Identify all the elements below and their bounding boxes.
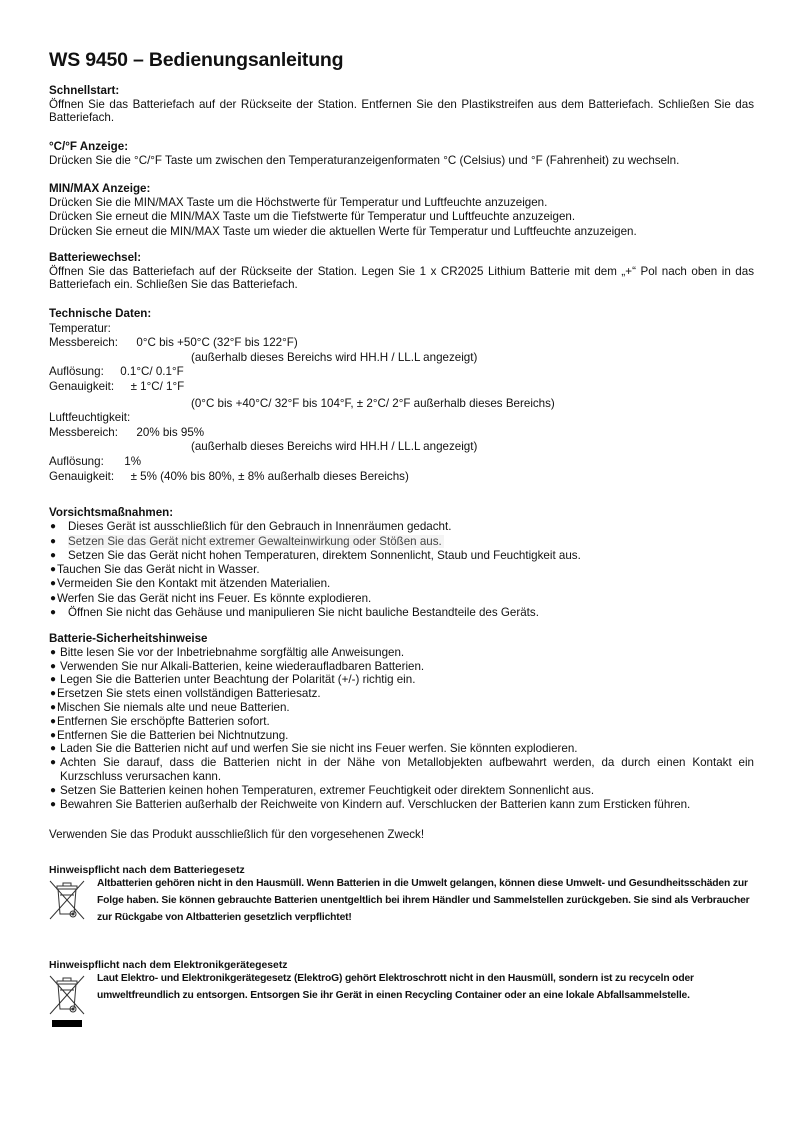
accuracy-label: Genauigkeit:	[49, 379, 115, 393]
section-battery-change	[49, 251, 754, 292]
list-item: ● Laden Sie die Batterien nicht auf und werfen Sie sie nicht ins Feuer werfen. Sie könnten explodieren.	[50, 742, 578, 756]
battery-law-notice	[49, 864, 754, 924]
range-label: Messbereich:	[49, 336, 118, 350]
crossed-out-wheelie-bin-icon	[47, 878, 87, 922]
list-item: ● Setzen Sie Batterien keinen hohen Temperaturen, extremer Feuchtigkeit oder direktem Sonnenlicht aus.	[50, 783, 595, 797]
accuracy-value: ± 1°C/ 1°F	[130, 379, 185, 393]
electronics-law-notice	[49, 959, 754, 1002]
bullet-icon: ●	[50, 564, 57, 576]
bullet-icon: ●	[50, 798, 57, 810]
temperature-resolution-row	[49, 365, 754, 380]
bullet-icon: ●	[50, 729, 57, 741]
section-heading: Vorsichtsmaßnahmen:	[49, 506, 174, 519]
humidity-range-row	[49, 426, 754, 441]
humidity-accuracy-row	[49, 470, 754, 485]
bullet-icon: ●	[50, 743, 57, 755]
bullet-icon: ●	[50, 660, 57, 672]
resolution-label: Auflösung:	[49, 454, 104, 468]
list-item: ● Bewahren Sie Batterien außerhalb der Reichweite von Kindern auf. Verschlucken der Batterien kann zum Ersticken führen.	[50, 797, 691, 811]
humidity-resolution-row	[49, 455, 754, 470]
humidity-label: Luftfeuchtigkeit:	[49, 411, 131, 425]
bullet-icon: ●	[50, 701, 57, 713]
bullet-icon: ●	[50, 646, 57, 658]
list-item: ● Setzen Sie das Gerät nicht hohen Temperaturen, direktem Sonnenlicht, Staub und Feuchtigkeit aus.	[50, 548, 581, 562]
accuracy-note: (0°C bis +40°C/ 32°F bis 104°F, ± 2°C/ 2°F außerhalb dieses Bereichs)	[191, 396, 555, 410]
notice-heading: Hinweispflicht nach dem Batteriegesetz	[49, 865, 245, 876]
range-label: Messbereich:	[49, 425, 118, 439]
bullet-icon: ●	[50, 784, 57, 796]
list-item: ● Tauchen Sie das Gerät nicht in Wasser.	[50, 563, 260, 577]
bullet-icon: ●	[50, 674, 57, 686]
list-item: ● Entfernen Sie erschöpfte Batterien sofort.	[50, 714, 270, 728]
list-item: ● Legen Sie die Batterien unter Beachtung der Polarität (+/-) richtig ein.	[50, 673, 416, 687]
bullet-icon: ●	[50, 607, 57, 619]
battery-safety-list	[49, 646, 754, 812]
precautions-list	[49, 520, 754, 620]
section-line: Drücken Sie erneut die MIN/MAX Taste um die Tiefstwerte für Temperatur und Luftfeuchte anzuzeigen.	[49, 210, 576, 224]
crossed-out-wheelie-bin-icon	[47, 973, 87, 1029]
accuracy-label: Genauigkeit:	[49, 469, 115, 483]
bullet-icon: ●	[50, 757, 57, 769]
bullet-icon: ●	[50, 535, 57, 547]
list-item: ● Ersetzen Sie stets einen vollständigen Batteriesatz.	[50, 687, 321, 701]
bullet-icon: ●	[50, 688, 57, 700]
section-precautions	[49, 506, 754, 620]
section-text: Öffnen Sie das Batteriefach auf der Rückseite der Station. Entfernen Sie den Plastikstreifen aus dem Batteriefach. Schließen Sie das Batteriefach.	[49, 97, 754, 125]
notice-text: Altbatterien gehören nicht in den Hausmüll. Wenn Batterien in die Umwelt gelangen, können diese Umwelt- und Gesundheitsschäden zur Folge haben. Sie können gebrauchte Batterien unentgeltlich bei ihrem Händler und Sammelstellen zurückgeben. Sie sind als Verbraucher zur Rückgabe von Altbatterien gesetzlich verpflichtet!	[97, 878, 750, 924]
accuracy-value: ± 5% (40% bis 80%, ± 8% außerhalb dieses Bereichs)	[130, 469, 409, 483]
temperature-label: Temperatur:	[49, 321, 111, 335]
list-item: ● Bitte lesen Sie vor der Inbetriebnahme sorgfältig alle Anweisungen.	[50, 645, 405, 659]
list-item: ● Mischen Sie niemals alte und neue Batterien.	[50, 700, 290, 714]
page-title: WS 9450 – Bedienungsanleitung	[49, 49, 344, 71]
bullet-icon: ●	[50, 521, 57, 533]
list-item: ● Öffnen Sie nicht das Gehäuse und manipulieren Sie nicht bauliche Bestandteile des Geräts.	[50, 606, 539, 620]
list-item: ● Vermeiden Sie den Kontakt mit ätzenden Materialien.	[50, 577, 331, 591]
section-text: Öffnen Sie das Batteriefach auf der Rückseite der Station. Legen Sie 1 x CR2025 Lithium Batterie mit dem „+“ Pol nach oben in das Batteriefach ein. Schließen Sie das Batteriefach.	[49, 264, 754, 292]
bullet-icon: ●	[50, 549, 57, 561]
section-heading: Batteriewechsel:	[49, 251, 142, 264]
section-heading: °C/°F Anzeige:	[49, 140, 129, 153]
section-text: Drücken Sie die °C/°F Taste um zwischen den Temperaturanzeigenformaten °C (Celsius) und °F (Fahrenheit) zu wechseln.	[49, 153, 680, 167]
temperature-range-row	[49, 336, 754, 351]
list-item: ● Dieses Gerät ist ausschließlich für den Gebrauch in Innenräumen gedacht.	[50, 520, 452, 534]
bullet-icon: ●	[50, 592, 57, 604]
section-heading: Technische Daten:	[49, 307, 152, 320]
range-value: 0°C bis +50°C (32°F bis 122°F)	[136, 336, 298, 350]
section-tech-data	[49, 307, 754, 484]
section-cf-display	[49, 140, 754, 167]
section-heading: Schnellstart:	[49, 84, 120, 97]
list-item: ● Achten Sie darauf, dass die Batterien nicht in der Nähe von Metallobjekten aufbewahrt werden, da durch einen Kontakt ein Kurzschluss verursachen kann.	[50, 756, 754, 783]
list-item: ● Werfen Sie das Gerät nicht ins Feuer. Es könnte explodieren.	[50, 591, 372, 605]
section-battery-safety	[49, 632, 754, 811]
bullet-icon: ●	[50, 715, 57, 727]
list-item: ● Entfernen Sie die Batterien bei Nichtnutzung.	[50, 728, 289, 742]
section-minmax	[49, 182, 754, 239]
temperature-accuracy-row	[49, 380, 754, 395]
range-note: (außerhalb dieses Bereichs wird HH.H / LL.L angezeigt)	[191, 440, 478, 454]
notice-heading: Hinweispflicht nach dem Elektronikgerätegesetz	[49, 960, 288, 971]
resolution-value: 0.1°C/ 0.1°F	[120, 365, 184, 379]
section-heading: MIN/MAX Anzeige:	[49, 182, 151, 195]
list-item: ● Verwenden Sie nur Alkali-Batterien, keine wiederaufladbaren Batterien.	[50, 659, 425, 673]
notice-text: Laut Elektro- und Elektronikgerätegesetz (ElektroG) gehört Elektroschrott nicht in den Hausmüll, sondern ist zu recyceln oder umweltfreundlich zu entsorgen. Entsorgen Sie ihr Gerät in einen Recycling Container oder an eine lokale Abfallsammelstelle.	[97, 973, 694, 1002]
resolution-label: Auflösung:	[49, 365, 104, 379]
range-value: 20% bis 95%	[136, 425, 205, 439]
bullet-icon: ●	[50, 578, 57, 590]
section-line: Drücken Sie erneut die MIN/MAX Taste um wieder die aktuellen Werte für Temperatur und Luftfeuchte anzuzeigen.	[49, 224, 637, 238]
section-heading: Batterie-Sicherheitshinweise	[49, 632, 208, 645]
list-item: ● Setzen Sie das Gerät nicht extremer Gewalteinwirkung oder Stößen aus.	[50, 534, 442, 548]
section-line: Drücken Sie die MIN/MAX Taste um die Höchstwerte für Temperatur und Luftfeuchte anzuzeigen.	[49, 196, 548, 210]
range-note: (außerhalb dieses Bereichs wird HH.H / LL.L angezeigt)	[191, 350, 478, 364]
resolution-value: 1%	[124, 454, 142, 468]
intended-use-note: Verwenden Sie das Produkt ausschließlich für den vorgesehenen Zweck!	[49, 828, 425, 841]
section-schnellstart	[49, 84, 754, 125]
